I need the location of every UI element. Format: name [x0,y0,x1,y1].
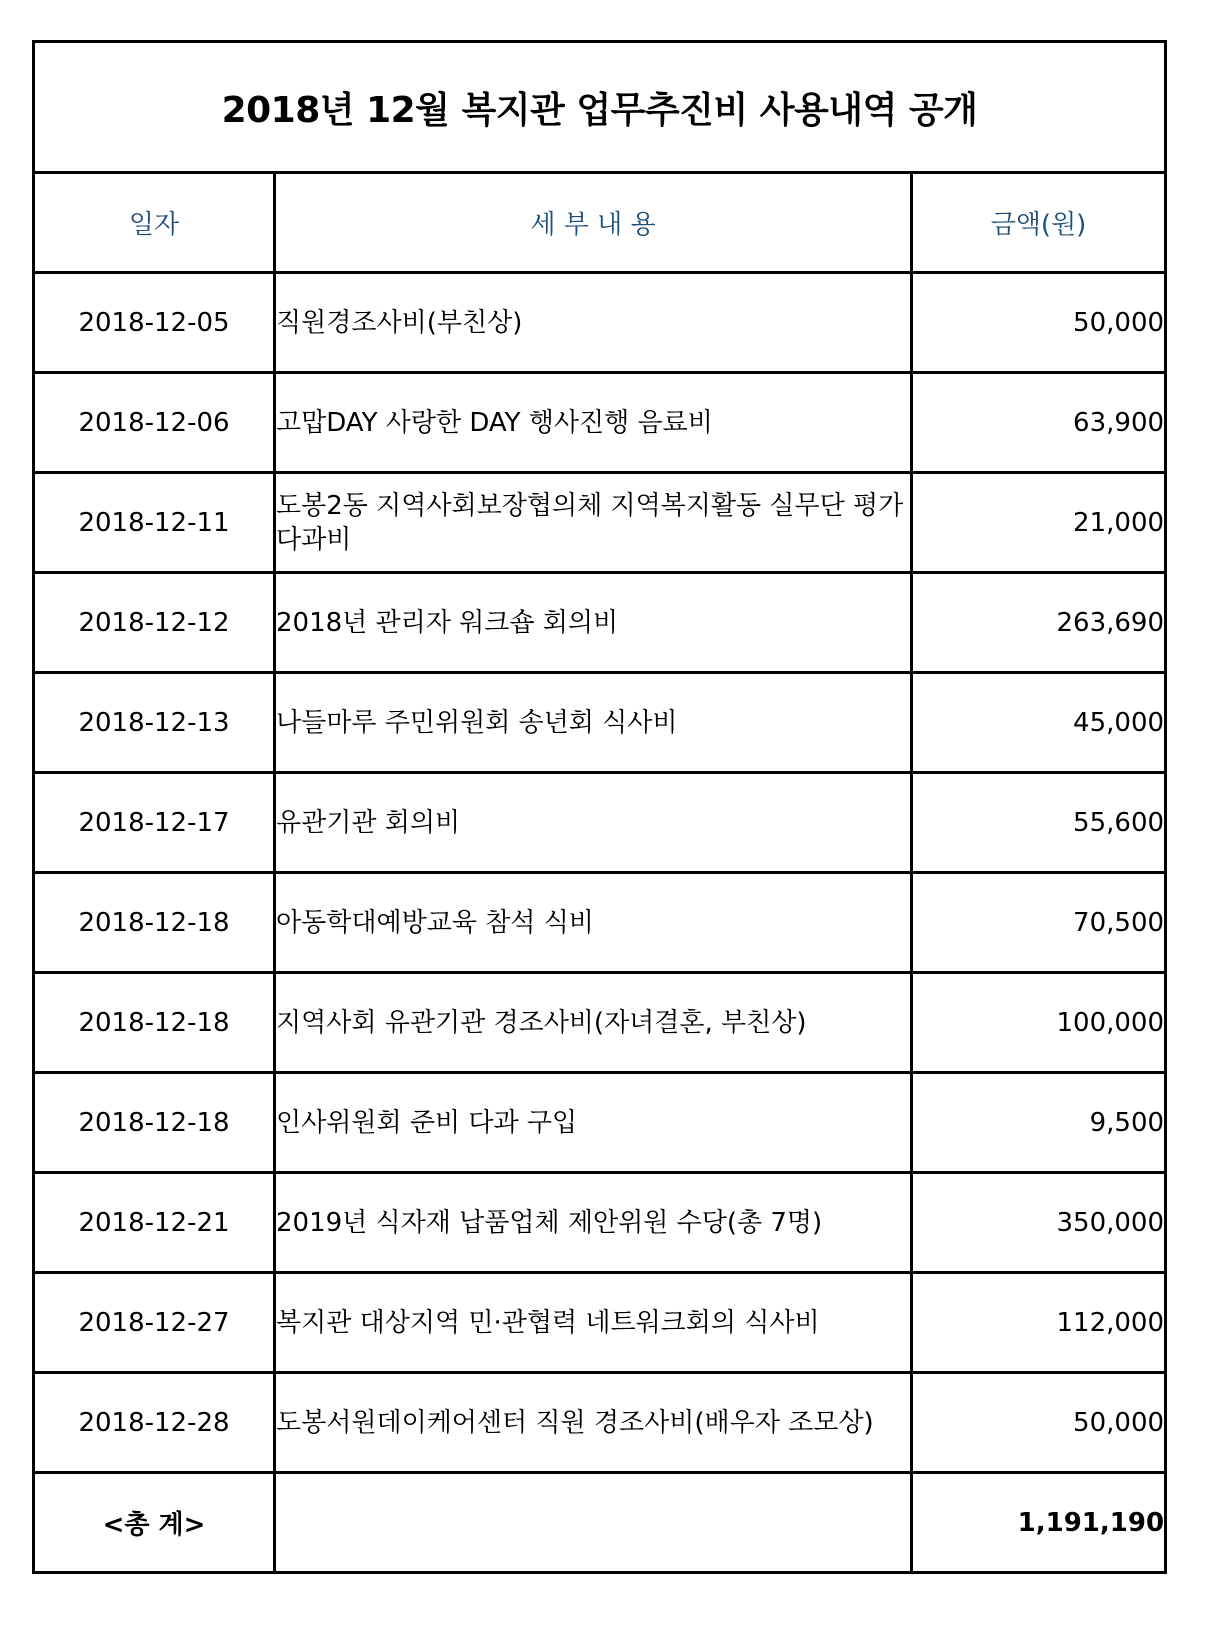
table-row [34,1073,1166,1173]
row-amount: 55,600 [912,773,1166,873]
row-date: 2018-12-18 [34,1073,275,1173]
row-date: 2018-12-27 [34,1273,275,1373]
row-detail: 고맙DAY 사랑한 DAY 행사진행 음료비 [275,373,912,473]
title-row [34,42,1166,173]
table-row [34,873,1166,973]
row-amount: 263,690 [912,573,1166,673]
table-row [34,1273,1166,1373]
table-row [34,473,1166,573]
header-row [34,173,1166,273]
header-date: 일자 [34,173,275,273]
row-detail: 2018년 관리자 워크숍 회의비 [275,573,912,673]
row-date: 2018-12-12 [34,573,275,673]
row-amount: 63,900 [912,373,1166,473]
expense-table [32,40,1167,1574]
table-row [34,373,1166,473]
row-amount: 70,500 [912,873,1166,973]
total-amount: 1,191,190 [912,1473,1166,1573]
row-date: 2018-12-17 [34,773,275,873]
row-detail: 인사위원회 준비 다과 구입 [275,1073,912,1173]
row-date: 2018-12-05 [34,273,275,373]
row-date: 2018-12-11 [34,473,275,573]
row-amount: 50,000 [912,273,1166,373]
row-amount: 45,000 [912,673,1166,773]
row-detail: 도봉2동 지역사회보장협의체 지역복지활동 실무단 평가 다과비 [275,473,912,573]
total-detail-empty [275,1473,912,1573]
row-date: 2018-12-28 [34,1373,275,1473]
total-label: <총 계> [34,1473,275,1573]
row-date: 2018-12-21 [34,1173,275,1273]
total-row [34,1473,1166,1573]
row-date: 2018-12-18 [34,873,275,973]
table-row [34,1173,1166,1273]
table-row [34,1373,1166,1473]
table-row [34,773,1166,873]
table-row [34,273,1166,373]
page-title: 2018년 12월 복지관 업무추진비 사용내역 공개 [34,42,1166,173]
row-detail: 직원경조사비(부친상) [275,273,912,373]
row-detail: 도봉서원데이케어센터 직원 경조사비(배우자 조모상) [275,1373,912,1473]
row-date: 2018-12-18 [34,973,275,1073]
table-row [34,973,1166,1073]
row-amount: 350,000 [912,1173,1166,1273]
row-date: 2018-12-06 [34,373,275,473]
header-detail: 세 부 내 용 [275,173,912,273]
row-date: 2018-12-13 [34,673,275,773]
header-amount: 금액(원) [912,173,1166,273]
row-amount: 21,000 [912,473,1166,573]
row-amount: 50,000 [912,1373,1166,1473]
row-detail: 나들마루 주민위원회 송년회 식사비 [275,673,912,773]
row-amount: 100,000 [912,973,1166,1073]
row-detail: 지역사회 유관기관 경조사비(자녀결혼, 부친상) [275,973,912,1073]
row-detail: 유관기관 회의비 [275,773,912,873]
table-row [34,573,1166,673]
row-detail: 아동학대예방교육 참석 식비 [275,873,912,973]
row-amount: 9,500 [912,1073,1166,1173]
row-detail: 2019년 식자재 납품업체 제안위원 수당(총 7명) [275,1173,912,1273]
row-detail: 복지관 대상지역 민·관협력 네트워크회의 식사비 [275,1273,912,1373]
table-row [34,673,1166,773]
row-amount: 112,000 [912,1273,1166,1373]
